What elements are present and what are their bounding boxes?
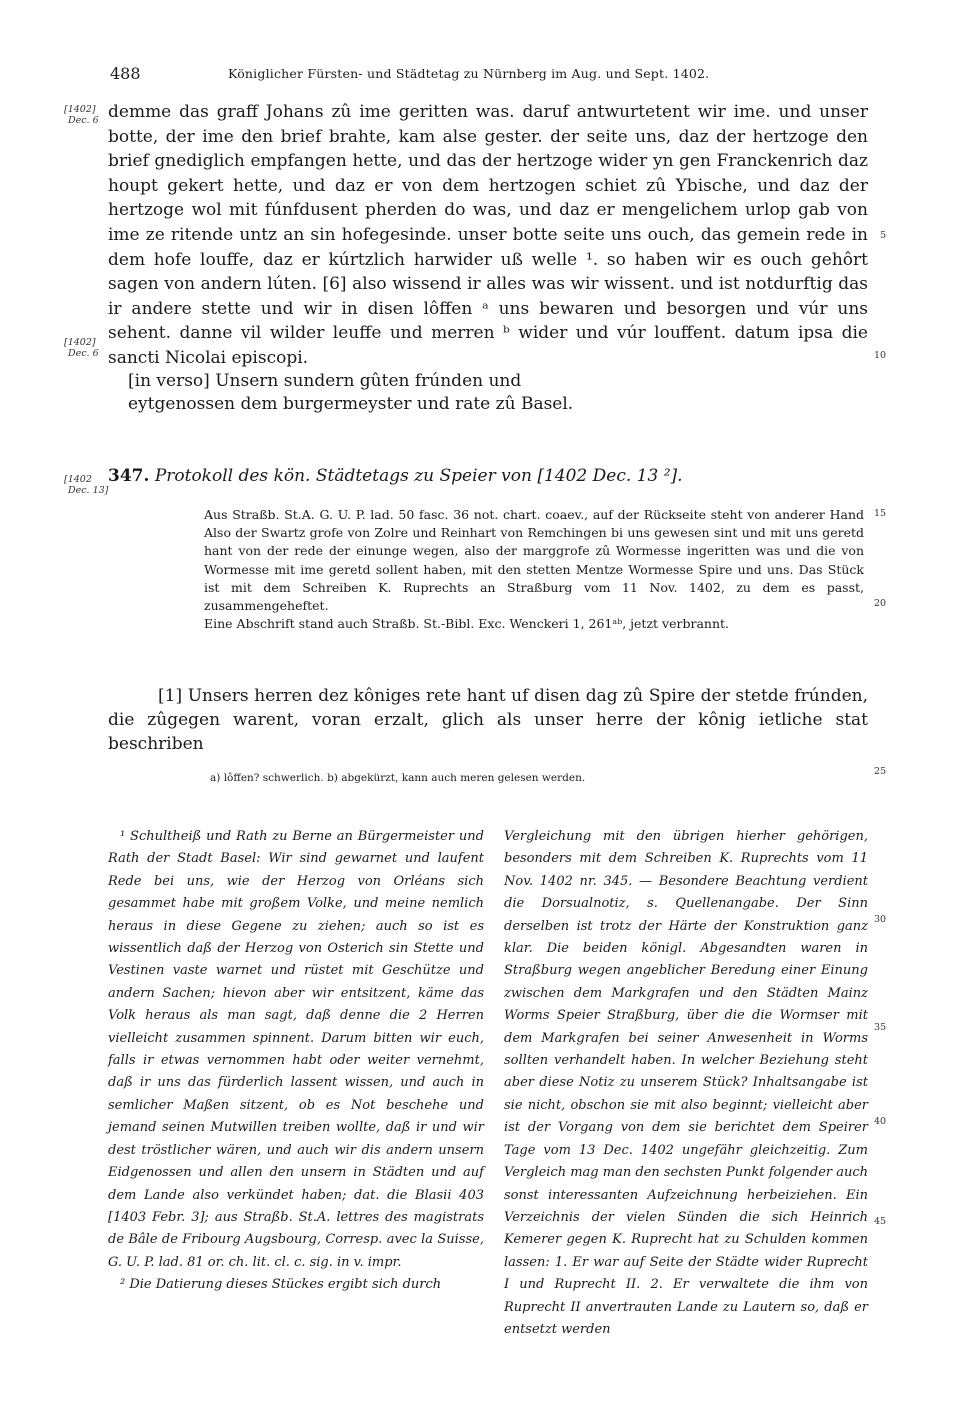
document-number: 347. (108, 466, 150, 486)
margin-date-top-year: [1402] (64, 104, 96, 115)
document-title: Protokoll des kön. Städtetags zu Speier von [1402 Dec. 13 ²]. (154, 466, 683, 486)
source-note (204, 506, 864, 633)
source-note-paragraph-2: Eine Abschrift stand auch Straßb. St.-Bibl. Exc. Wenckeri 1, 261ᵃᵇ, jetzt verbrannt. (204, 616, 729, 632)
verso-line-2: eytgenossen dem burgermeyster und rate zû Basel. (128, 394, 574, 414)
margin-date-doc-year: [1402 (64, 474, 92, 485)
margin-date-top-day: Dec. 6 (68, 115, 99, 126)
line-number-15: 15 (874, 508, 887, 519)
margin-date-doc-day: Dec. 13] (68, 485, 109, 496)
document-text (108, 684, 868, 756)
document-text-paragraph: [1] Unsers herren dez kôniges rete hant uf disen dag zû Spire der stetde frúnden, die zûgegen warent, voran erzalt, glich als unser herre der kônig ietliche stat beschriben (108, 686, 868, 754)
margin-date-mid-day: Dec. 6 (68, 348, 99, 359)
line-number-30: 30 (874, 914, 887, 925)
verso-address (128, 370, 573, 416)
line-number-40: 40 (874, 1116, 887, 1127)
critical-notes: a) lôffen? schwerlich. b) abgekürzt, kann auch meren gelesen werden. (210, 772, 586, 784)
footnote-1: ¹ Schultheiß und Rath zu Berne an Bürgermeister und Rath der Stadt Basel: Wir sind gewarnet und laufent Rede bei uns, wie der Herzog von Orléans sich gesammet habe mit großem Volke, und meine nemlich heraus in diese Gegene zu ziehen; auch so ist es wissentlich daß der Herzog von Osterich sin Stette und Vestinen vaste warnet und rüstet mit Geschütze und andern Sachen; hievon aber wir entsitzent, käme das Volk heraus als man sagt, daß denne die 2 Herren vielleicht zusammen spinnent. Darum bitten wir euch, falls ir etwas vernommen habt oder weiter vernehmt, daß ir uns das fürderlich lassent wissen, und auch in semlicher Maßen sitzent, ob es Not beschehe und jemand seinen Mutwillen treiben wollte, daß ir und wir dest tröstlicher wären, und auch wir dis andern unsern Eidgenossen und allen den unsern in Städten und auf dem Lande also verkündet haben; dat. die Blasii 403 [1403 Febr. 3]; aus Straßb. St.A. lettres des magistrats de Bâle de Fribourg Augsbourg, Corresp. avec la Suisse, G. U. P. lad. 81 or. ch. lit. cl. c. sig. in v. impr. (108, 829, 484, 1270)
footnote-2-start: ² Die Datierung dieses Stückes ergibt sich durch (120, 1277, 442, 1293)
document-heading (108, 466, 683, 486)
margin-date-top (64, 104, 99, 126)
line-number-35: 35 (874, 1022, 887, 1033)
running-title: Königlicher Fürsten- und Städtetag zu Nürnberg im Aug. und Sept. 1402. (228, 66, 710, 81)
margin-date-doc (64, 474, 108, 496)
page-number: 488 (110, 64, 141, 83)
main-text-block (108, 100, 868, 371)
line-number-25: 25 (874, 766, 887, 777)
footnotes-right-column (504, 826, 868, 1341)
line-number-10: 10 (874, 350, 887, 361)
margin-date-mid-year: [1402] (64, 337, 96, 348)
footnote-2-continued: Vergleichung mit den übrigen hierher gehörigen, besonders mit dem Schreiben K. Ruprechts vom 11 Nov. 1402 nr. 345. — Besondere Beachtung verdient die Dorsualnotiz, s. Quellenangabe. Der Sinn derselben ist trotz der Härte der Konstruktion ganz klar. Die beiden königl. Abgesandten waren in Straßburg wegen angeblicher Beredung einer Einung zwischen dem Markgrafen und den Städten Mainz Worms Speier Straßburg, über die die Wormser mit dem Markgrafen bei seiner Anwesenheit in Worms sollten verhandelt haben. In welcher Beziehung steht aber diese Notiz zu unserem Stück? Inhaltsangabe ist sie nicht, obschon sie mit also beginnt; vielleicht aber ist der Vorgang von dem sie berichtet dem Speirer Tage vom 13 Dec. 1402 ungefähr gleichzeitig. Zum Vergleich mag man den sechsten Punkt folgender auch sonst interessanten Aufzeichnung herbeiziehen. Ein Verzeichnis der vielen Sünden die sich Heinrich Kemerer gegen K. Ruprecht hat zu Schulden kommen lassen: 1. Er war auf Seite der Städte wider Ruprecht I und Ruprecht II. 2. Er verwaltete die ihm von Ruprecht II anvertrauten Lande zu Lautern so, daß er entsetzt werden (504, 829, 869, 1337)
margin-date-mid (64, 337, 99, 359)
footnotes-left-column (108, 826, 484, 1297)
source-note-paragraph-1: Aus Straßb. St.A. G. U. P. lad. 50 fasc. 36 not. chart. coaev., auf der Rückseite steht von anderer Hand Also der Swartz grofe von Zolre und Reinhart von Remchingen bi uns gewesen sint und mit uns geretd hant von der rede der einunge wegen, also der marggrofe zû Wormesse ingeritten was und die von Wormesse mit ime geretd sollent haben, mit den stetten Mentze Wormesse Spire und uns. Das Stück ist mit dem Schreiben K. Ruprechts an Straßburg vom 11 Nov. 1402, zu dem es passt, zusammengeheftet. (204, 507, 864, 614)
line-number-5: 5 (880, 230, 887, 241)
verso-line-1: [in verso] Unsern sundern gûten frúnden und (128, 371, 522, 391)
main-text-paragraph: demme das graff Johans zû ime geritten was. daruf antwurtetent wir ime. und unser botte, der ime den brief brahte, kam alse gester. der seite uns, daz der hertzoge den brief gnediglich empfangen hette, und das der hertzoge wider yn gen Franckenrich daz houpt gekert hette, und daz er von dem hertzogen schiet zû Ybische, und daz der hertzoge wol mit fúnfdusent pherden do was, und daz er mengelichem urlop gab von ime ze ritende untz an sin hofegesinde. unser botte seite uns ouch, das gemein rede in dem hofe louffe, daz er kúrtzlich harwider uß welle ¹. so haben wir es ouch gehôrt sagen von andern lúten. [6] also wissend ir alles was wir wissent. und ist notdurftig das ir andere stette und wir in disen lôffen ᵃ uns bewaren und besorgen und vúr uns sehent. danne vil wilder leuffe und merren ᵇ wider und vúr louffent. datum ipsa die sancti Nicolai episcopi. (108, 102, 868, 368)
line-number-20: 20 (874, 598, 887, 609)
line-number-45: 45 (874, 1216, 887, 1227)
